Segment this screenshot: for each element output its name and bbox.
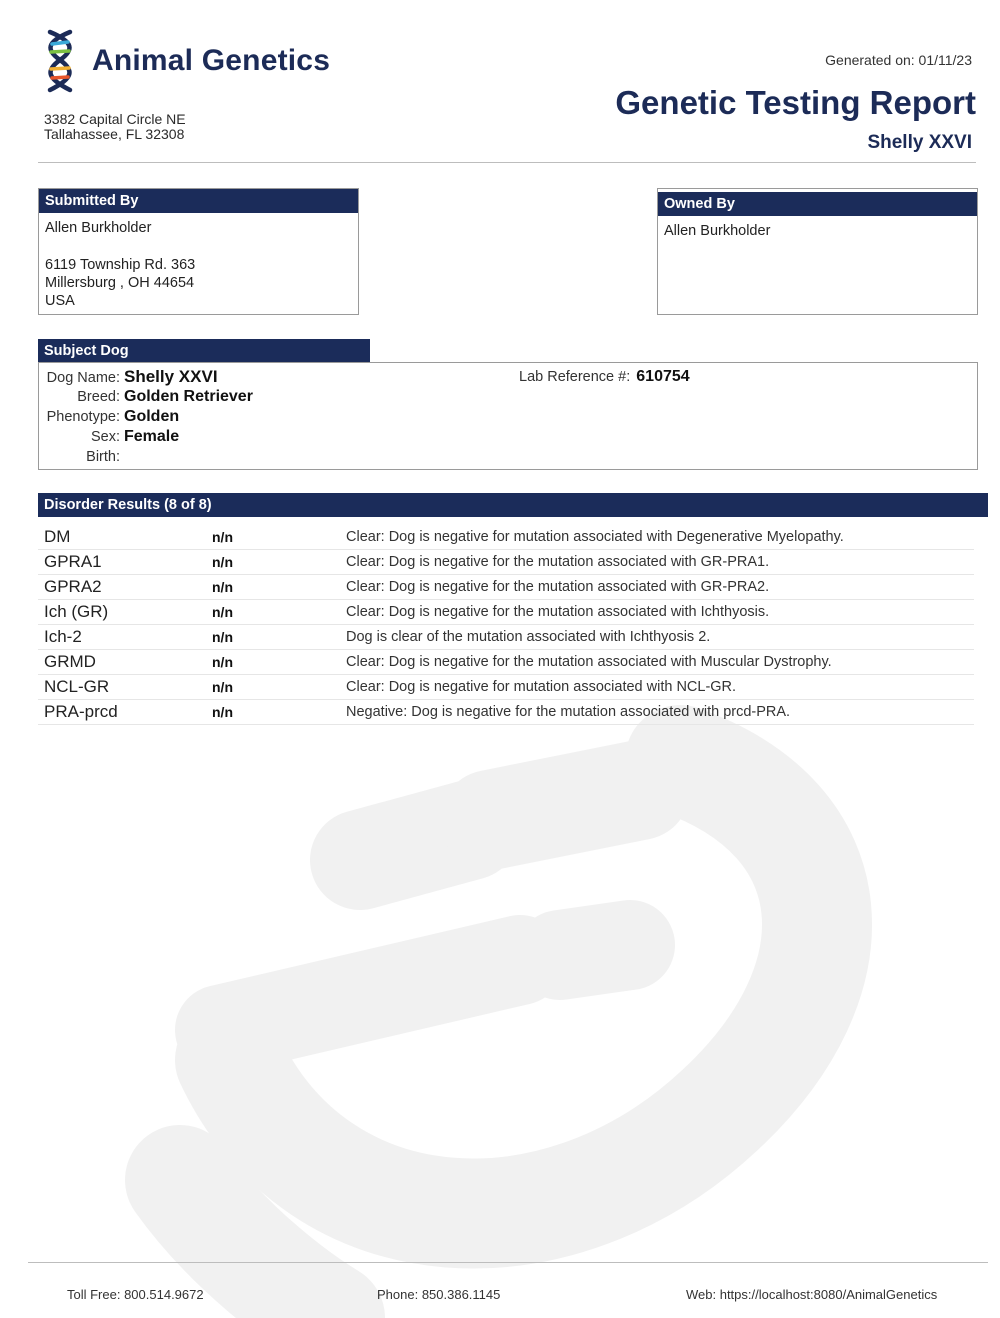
disorder-genotype: n/n	[212, 654, 233, 670]
report-subject-name: Shelly XXVI	[867, 132, 972, 153]
disorder-code: GRMD	[44, 652, 96, 671]
owner-name: Allen Burkholder	[664, 223, 771, 239]
subject-dog-panel	[38, 362, 978, 470]
disorder-code: NCL-GR	[44, 677, 110, 696]
brand-name: Animal Genetics	[92, 44, 331, 77]
dog-name-label: Dog Name:	[46, 370, 120, 386]
submitter-name: Allen Burkholder	[45, 220, 152, 236]
disorder-description: Clear: Dog is negative for the mutation associated with GR-PRA1.	[346, 554, 770, 570]
disorder-code: Ich (GR)	[44, 602, 109, 621]
sex-value: Female	[124, 428, 180, 445]
disorder-genotype: n/n	[212, 604, 233, 620]
disorder-code: Ich-2	[44, 627, 82, 646]
disorder-code: DM	[44, 527, 71, 546]
breed-value: Golden Retriever	[124, 388, 253, 405]
disorder-description: Dog is clear of the mutation associated with Ichthyosis 2.	[346, 629, 711, 645]
submitted-by-panel	[38, 188, 359, 315]
phenotype-value: Golden	[124, 408, 180, 425]
disorder-description: Clear: Dog is negative for the mutation associated with Muscular Dystrophy.	[346, 654, 832, 670]
breed-label: Breed:	[77, 389, 120, 405]
header-divider	[38, 162, 976, 163]
disorder-code: PRA-prcd	[44, 702, 118, 721]
breed-field	[44, 388, 253, 406]
address-line-1: 3382 Capital Circle NE	[44, 111, 186, 127]
submitter-country: USA	[45, 293, 75, 309]
disorder-genotype: n/n	[212, 529, 233, 545]
disorder-code: GPRA2	[44, 577, 102, 596]
disorder-results-table	[38, 525, 974, 725]
phenotype-field	[44, 408, 179, 426]
disorder-description: Clear: Dog is negative for the mutation associated with GR-PRA2.	[346, 579, 770, 595]
disorder-description: Clear: Dog is negative for mutation associated with Degenerative Myelopathy.	[346, 529, 844, 545]
disorder-description: Negative: Dog is negative for the mutation associated with prcd-PRA.	[346, 704, 791, 720]
disorder-genotype: n/n	[212, 554, 233, 570]
disorder-genotype: n/n	[212, 704, 233, 720]
lab-reference-field	[519, 368, 690, 386]
birth-field	[44, 449, 120, 465]
dog-name-field	[44, 367, 218, 387]
disorder-description: Clear: Dog is negative for the mutation associated with Ichthyosis.	[346, 604, 770, 620]
address-line-2: Tallahassee, FL 32308	[44, 126, 185, 142]
phenotype-label: Phenotype:	[46, 409, 120, 425]
report-title: Genetic Testing Report	[615, 84, 976, 121]
birth-label: Birth:	[86, 449, 120, 465]
disorder-description: Clear: Dog is negative for mutation associated with NCL-GR.	[346, 679, 737, 695]
footer-web-link[interactable]: Web: https://localhost:8080/AnimalGenetics	[686, 1287, 938, 1302]
table-row	[38, 550, 974, 575]
disorder-code: GPRA1	[44, 552, 102, 571]
sex-label: Sex:	[90, 429, 120, 445]
subject-dog-heading: Subject Dog	[38, 339, 370, 363]
brand-logo	[40, 28, 330, 94]
lab-reference-label: Lab Reference #:	[519, 369, 631, 385]
company-address	[44, 112, 186, 142]
sex-field	[44, 428, 179, 446]
disorder-results-heading: Disorder Results (8 of 8)	[38, 493, 988, 517]
table-row	[38, 575, 974, 600]
table-row	[38, 700, 974, 725]
table-row	[38, 525, 974, 550]
submitter-street: 6119 Township Rd. 363	[45, 257, 196, 273]
owned-by-heading: Owned By	[658, 192, 977, 216]
disorder-genotype: n/n	[212, 679, 233, 695]
dog-name-value: Shelly XXVI	[124, 367, 218, 386]
generated-date: Generated on: 01/11/23	[825, 52, 972, 68]
table-row	[38, 600, 974, 625]
footer-divider	[28, 1262, 988, 1263]
table-row	[38, 675, 974, 700]
submitter-city-state: Millersburg , OH 44654	[45, 275, 195, 291]
dna-logo-icon	[40, 28, 80, 94]
table-row	[38, 625, 974, 650]
lab-reference-value: 610754	[636, 368, 690, 385]
footer-phone: Phone: 850.386.1145	[377, 1287, 501, 1302]
disorder-genotype: n/n	[212, 629, 233, 645]
footer-toll-free: Toll Free: 800.514.9672	[67, 1287, 204, 1302]
owned-by-panel	[657, 188, 978, 315]
table-row	[38, 650, 974, 675]
disorder-genotype: n/n	[212, 579, 233, 595]
submitted-by-heading: Submitted By	[39, 189, 358, 213]
